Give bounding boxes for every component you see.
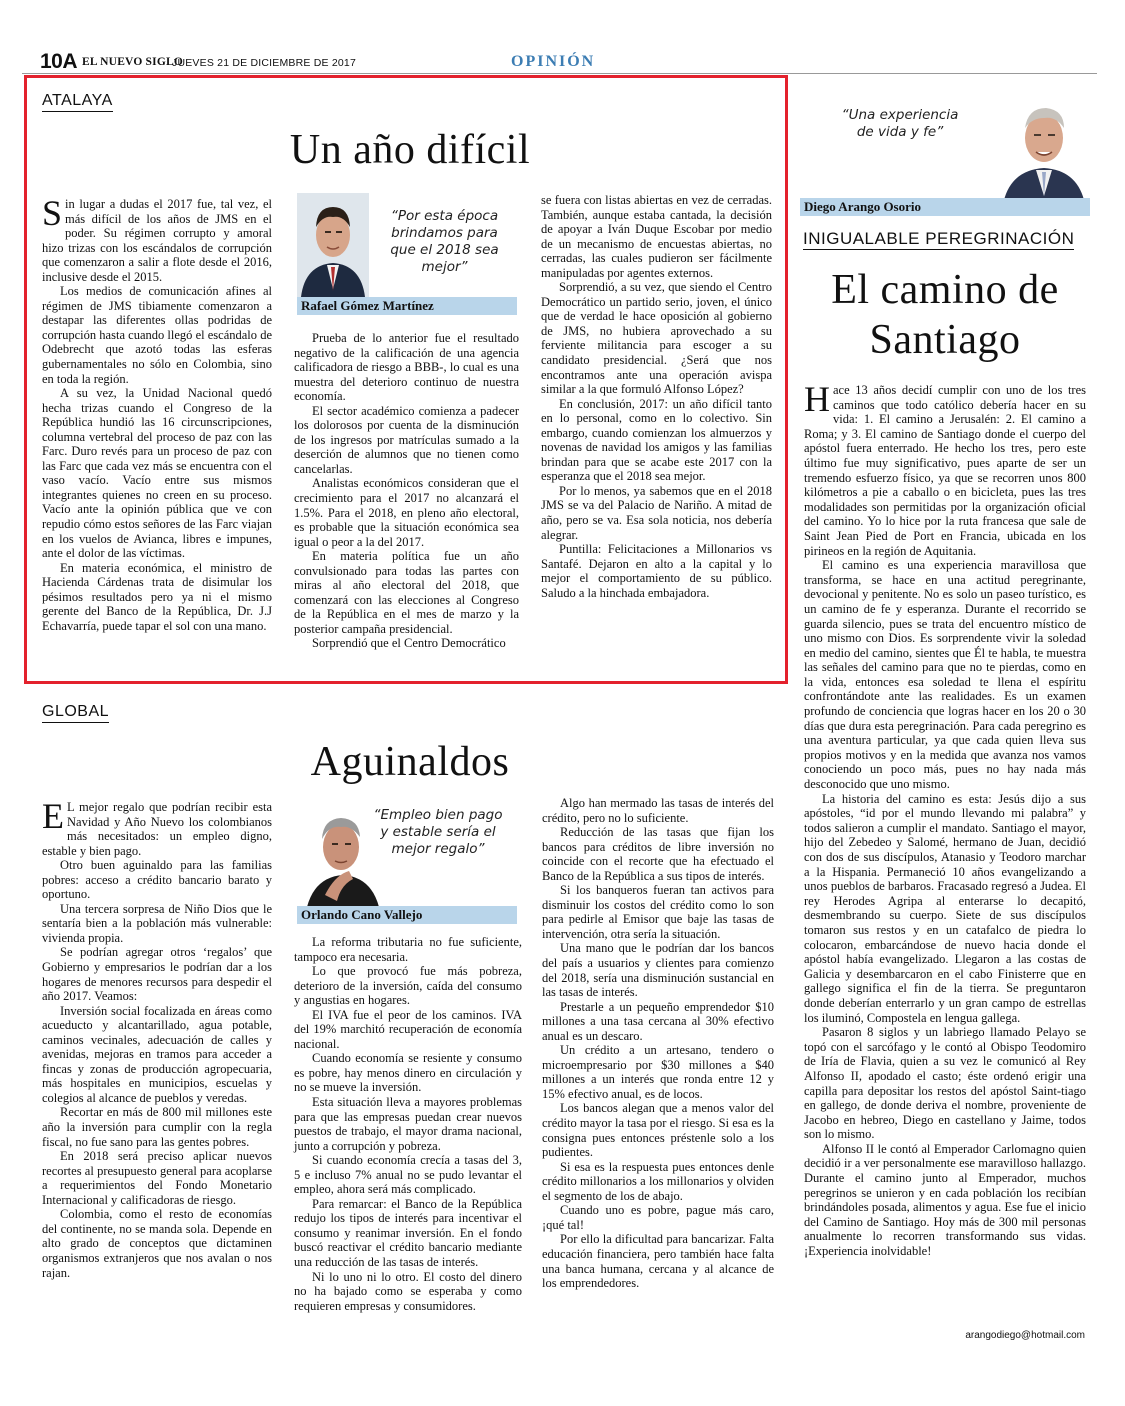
section-tag-global: GLOBAL — [42, 703, 109, 723]
paragraph: Para remarcar: el Banco de la República redujo los tipos de interés para incentivar el consumo y reanimar inversión. En el fondo buscó reactivar el crédito bancario mediante una reducción de las tasas de interés. — [294, 1196, 522, 1270]
paragraph: Algo han mermado las tasas de interés del crédito, pero no lo suficiente. — [542, 796, 774, 825]
author-email[interactable]: arangodiego@hotmail.com — [965, 1330, 1085, 1341]
paragraph: Analistas económicos consideran que el crecimiento para el 2017 no alcanzará el 1.5%. Para el 2018, en pleno año electoral, es probable que la situación económica sea igual o peor a la del 2017. — [294, 476, 519, 549]
section-tag-peregrinacion: INIGUALABLE PEREGRINACIÓN — [803, 229, 1075, 248]
paragraph: se fuera con listas abiertas en vez de cerradas. También, aunque estaba cantada, la decisión de apoyar a Iván Duque Escobar por medio de un mecanismo de encuestas abiertas, no cerradas, las cuales pudieron ser fácilmente manipuladas por agentes externos. — [541, 193, 772, 280]
drop-cap: H — [804, 379, 830, 419]
paragraph: Prestarle a un pequeño emprendedor $10 millones a una tasa cercana al 30% efectivo anual es un descaro. — [542, 999, 774, 1043]
paragraph: Cuando uno es pobre, pague más caro, ¡qué tal! — [542, 1203, 774, 1232]
section-title: OPINIÓN — [511, 53, 596, 70]
paragraph: Esta situación lleva a mayores problemas para que las empresas puedan crear nuevos puestos de trabajo, el mayor drama nacional, junto a corrupción y pobreza. — [294, 1095, 522, 1153]
paragraph: El sector académico comienza a padecer los dolorosos por cuenta de la disminución de los ingresos por matrículas sumado a la deserción de alumnos que no tienen como cancelarlas. — [294, 403, 519, 476]
article-title-atalaya: Un año difícil — [289, 127, 531, 173]
title-line: El camino de — [831, 267, 1059, 313]
global-column-3 — [542, 796, 774, 1291]
paragraph: Hace 13 años decidí cumplir con uno de los tres caminos que todo católico debería hacer en su vida: 1. El camino a Jerusalén: 2. El camino a Roma; y 3. El camino de Santiago donde el cuerpo del apóstol fuera enterrado. He hecho los tres, pero este último fue muy significativo, pues aparte de ser un tremendo esfuerzo físico, ya que se recorren unos 800 kilómetros a pie a caballo o en bicicleta, pues las tres modalidades son permitidas por la organización oficial del camino. Yo lo hice por la ruta francesa que sale de Saint Jean Pied de Port en Francia, ubicada en los pirineos en la región de Aquitania. — [804, 379, 1086, 558]
paragraph: Lo que provocó fue más pobreza, deterioro de la inversión, caída del consumo y angustias en hogares. — [294, 964, 522, 1008]
paragraph: En materia económica, el ministro de Hacienda Cárdenas trata de disimular los pésimos resultados pero ya ni el mismo gerente del Banco de la República, Dr. J.J Echavarría, puede tapar el sol con una mano. — [42, 560, 272, 633]
peregrinacion-column — [804, 379, 1086, 1259]
paragraph: Puntilla: Felicitaciones a Millonarios vs Santafé. Dejaron en alto a la capital y lo mejor el comportamiento de su público. Saludo a la hinchada embajadora. — [541, 542, 772, 600]
atalaya-column-3 — [541, 193, 772, 600]
header-rule — [22, 73, 1097, 74]
article-title-global: Aguinaldos — [310, 739, 510, 785]
paragraph: Ni lo uno ni lo otro. El costo del dinero no ha bajado como se esperaba y como requieren empresas y consumidores. — [294, 1269, 522, 1313]
title-line: Santiago — [869, 317, 1021, 363]
paragraph: Inversión social focalizada en áreas como acueducto y alcantarillado, agua potable, caminos vecinales, adecuación de calles y avenidas, mejoras en tramos para acceder a fincas y zonas de producción agropecuaria, más hospitales en municipios, escuelas y colegios al alcance de pueblos y veredas. — [42, 1003, 272, 1105]
author-photo-rafael — [297, 193, 369, 297]
paragraph: E L mejor regalo que podrían recibir esta Navidad y Año Nuevo los colombianos más necesitados: un empleo digno, estable y bien pago. — [42, 796, 272, 858]
paragraph: En 2018 será preciso aplicar nuevos recortes al presupuesto general para acoplarse a requerimientos del Fondo Monetario Internacional y calificadoras de riesgo. — [42, 1149, 272, 1207]
paragraph: Sin lugar a dudas el 2017 fue, tal vez, el más difícil de los años de JMS en el poder. Su régimen corrupto y amoral hizo trizas con los escándalos de corrupción que comenzaron a salir a flote desde el 2016, inclusive desde el 2015. — [42, 193, 272, 284]
paragraph: Se podrían agregar otros ‘regalos’ que Gobierno y empresarios le podrían dar a los hogares de menores recursos para despedir el año 2017. Veamos: — [42, 945, 272, 1004]
paragraph: Una tercera sorpresa de Niño Dios que le sentaría bien a la población más vulnerable: vivienda propia. — [42, 901, 272, 945]
paragraph: En materia política fue un año convulsionado para todas las partes con miras al año electoral del 2018, que comenzará con las elecciones al Congreso de la República en el mes de marzo y la posterior campaña presidencial. — [294, 549, 519, 636]
paragraph: El camino es una experiencia maravillosa que transforma, se hace en una actitud peregrinante, devocional y penitente. No es solo un paseo turístico, es un camino de fe y esperanza. Durante el recorrido se guarda silencio, pues se trata del encuentro místico de uno mismo con Dios. Es sorprendente vivir la soledad en medio del camino, sientes que Él te habla, te muestra las señales del camino para que no te pierdas, como en la vida, entonces esa soledad te llena el espíritu confrontándote ante las realidades. Es un examen profundo de conciencia que logras hacer en los 20 o 30 días que dura esta peregrinación. Para cada peregrino es una aventura particular, ya que cada quien lleva sus propios motivos y en la medida que avanza nos vamos conociendo un poco más, pues no hay nada más desconocido que uno mismo. — [804, 558, 1086, 792]
paragraph: Si esa es la respuesta pues entonces denle crédito millonarios a los millonarios y olviden el segmento de los de abajo. — [542, 1159, 774, 1203]
paragraph: La reforma tributaria no fue suficiente, tampoco era necesaria. — [294, 935, 522, 964]
global-column-2 — [294, 935, 522, 1313]
pull-quote-peregrinacion: “Una experiencia de vida y fe” — [841, 107, 959, 140]
pull-quote-global: “Empleo bien pago y estable sería el mejor regalo” — [373, 807, 503, 857]
paragraph: Sorprendió, a su vez, que siendo el Centro Democrático un partido serio, joven, el único que de verdad le hace oposición al gobierno de JMS, no hubiera aprovechado a su ferviente militancia para escoger a su candidato presidencial. ¿Será que nos encontramos ante una operación avispa similar a la que formuló Alfonso López? — [541, 280, 772, 397]
paragraph: Los bancos alegan que a menos valor del crédito mayor la tasa por el riesgo. Si esa es la consigna pues entonces préstenle solo a los pudientes. — [542, 1101, 774, 1160]
paragraph: La historia del camino es esta: Jesús dijo a sus apóstoles, “id por el mundo llevando mi palabra” y todos salieron a cumplir el mandato. Santiago el mayor, hijo del Zebedeo y Salomé, hermano de Juan, decidió con dos de sus discípulos, Atanasio y Teodoro marchar a la Hispania. Permaneció 10 años evangelizando a unos pueblos de barbaros. Fracasado regresó a Judea. El rey Herodes Agripa al enterarse lo decapitó, desmembrando su cuerpo. Siete de sus discípulos tomaron sus restos y en un catafalco de piedra lo colocaron, embarcándose de nuevo hacia donde el apóstol había evangelizado. Llegaron a las costas de Galicia y desembarcaron en el cabo Finisterre que en gallego significa el fin de la tierra. Se preguntaron donde deberían enterrarlo y un gran campo de estrellas los iluminó, Compostela en lengua gallega. — [804, 791, 1086, 1025]
paragraph: Una mano que le podrían dar los bancos del país a usuarios y clientes para comienzo del 2018, sería una disminución sustancial en las tasas de interés. — [542, 941, 774, 1000]
article-title-peregrinacion — [800, 265, 1090, 365]
paragraph: Un crédito a un artesano, tendero o microempresario por $30 millones a $40 millones a un interés que ronda entre 12 y 15% efectivo anual, es de locos. — [542, 1043, 774, 1101]
paragraph: Cuando economía se resiente y consumo es pobre, hay menos dinero en circulación y no se mueve la inversión. — [294, 1051, 522, 1095]
drop-cap: S — [42, 193, 63, 233]
paragraph: Pasaron 8 siglos y un labriego llamado Pelayo se topó con el sarcófago y le contó al Obispo Teodomiro de Iría de Flavia, quien a su vez le comunicó al Rey Alfonso II, apodado el casto; éste ordenó erigir una capilla para depositar los restos del apóstol Saint-tiago en gallego, de donde deriva el nombre, proveniente de Jacobo en hebreo, Diego en castellano y Jaime, todos son lo mismo. — [804, 1025, 1086, 1142]
paragraph: Sorprendió que el Centro Democrático — [312, 636, 506, 651]
paragraph: Por ello la dificultad para bancarizar. Falta educación financiera, pero también hace falta una banca humana, cercana y al alcance de los emprendedores. — [542, 1232, 774, 1291]
paragraph: Prueba de lo anterior fue el resultado negativo de la calificación de una agencia calificadora de riesgo a BBB-, lo cual es una muestra del deterioro continuo de nuestra economía. — [294, 331, 519, 404]
author-byline-diego: Diego Arango Osorio — [800, 198, 1090, 216]
section-tag-atalaya: ATALAYA — [42, 92, 113, 112]
paragraph: Reducción de las tasas que fijan los bancos para créditos de libre inversión no coincide con el recorte que ha efectuado el Banco de la República a sus tipos de interés. — [542, 825, 774, 883]
paragraph: Otro buen aguinaldo para las familias pobres: acceso a crédito bancario barato y oportuno. — [42, 858, 272, 902]
paragraph: Los medios de comunicación afines al régimen de JMS tibiamente comenzaron a destapar las diferentes ollas podridas de corrupción hasta cuando llegó el escándalo de Odebrecht que azotó todas las esferas gubernamentales no sólo en Colombia, sino en toda la región. — [42, 284, 272, 386]
publication-name: EL NUEVO SIGLO — [82, 56, 183, 68]
paragraph: Por lo menos, ya sabemos que en el 2018 JMS se va del Palacio de Nariño. A mitad de año, pero se va. Esa sola noticia, nos debería alegrar. — [541, 483, 772, 542]
paragraph: En conclusión, 2017: un año difícil tanto en lo personal, como en lo colectivo. Sin embargo, cuando comienzan los almuerzos y novenas de navidad los amigos y las familias brindan para que se acabe este 2017 con la esperanza que el 2018 sea mejor. — [541, 396, 772, 484]
drop-cap: E — [42, 796, 64, 836]
paragraph: Alfonso II le contó al Emperador Carlomagno quien decidió ir a ver personalmente ese maravilloso hallazgo. Durante el camino junto al Emperador, muchos peregrinos se unieron y en cada población los recibían brindándoles posada, alimentos y agua. Ese fue el inicio del Camino de Santiago. Hoy más de 300 mil personas anualmente lo recorren transformando sus vidas. ¡Experiencia inolvidable! — [804, 1141, 1086, 1259]
global-column-1 — [42, 796, 272, 1280]
paragraph: Recortar en más de 800 mil millones este año la inversión para cumplir con la regla fiscal, no fue sano para las gentes pobres. — [42, 1105, 272, 1149]
atalaya-column-2 — [294, 331, 519, 651]
paragraph: A su vez, la Unidad Nacional quedó hecha trizas cuando el Congreso de la República hundió las 16 circunscripciones, columna vertebral del proceso de paz con las Farc. Duro revés para un proceso de paz con las Farc que cada vez más se encuentra con el vaso vacío. Vacío entre sus mismos integrantes quienes no creen en su proceso. Vacío ante la opinión pública que ve con repudio cómo estos señores de las Farc viajan en los vuelos de Avianca, libres e impunes, ante el dolor de las víctimas. — [42, 386, 272, 561]
author-byline-orlando: Orlando Cano Vallejo — [297, 906, 517, 924]
page-number: 10A — [40, 50, 78, 73]
author-byline-rafael: Rafael Gómez Martínez — [297, 297, 517, 315]
paragraph: Si los banqueros fueran tan activos para disminuir los costos del crédito como lo son para pedirle al Emisor que baje las tasas de intervención, otra sería la situación. — [542, 883, 774, 941]
author-photo-diego — [1000, 96, 1088, 200]
atalaya-column-1 — [42, 193, 272, 633]
pull-quote-atalaya: “Por esta época brindamos para que el 2018 sea mejor” — [390, 208, 499, 275]
paragraph: Colombia, como el resto de economías del continente, no se manda sola. Depende en alto grado de conceptos que dictaminen organismos extranjeros que nos avalan o nos rajan. — [42, 1207, 272, 1280]
paragraph: El IVA fue el peor de los caminos. IVA del 19% marchitó recuperación de economía nacional. — [294, 1007, 522, 1051]
paragraph: Si cuando economía crecía a tasas del 3, 5 e incluso 7% anual no se pudo levantar el empleo, ahora será más complicado. — [294, 1153, 522, 1197]
publication-date: JUEVES 21 DE DICIEMBRE DE 2017 — [172, 57, 356, 69]
